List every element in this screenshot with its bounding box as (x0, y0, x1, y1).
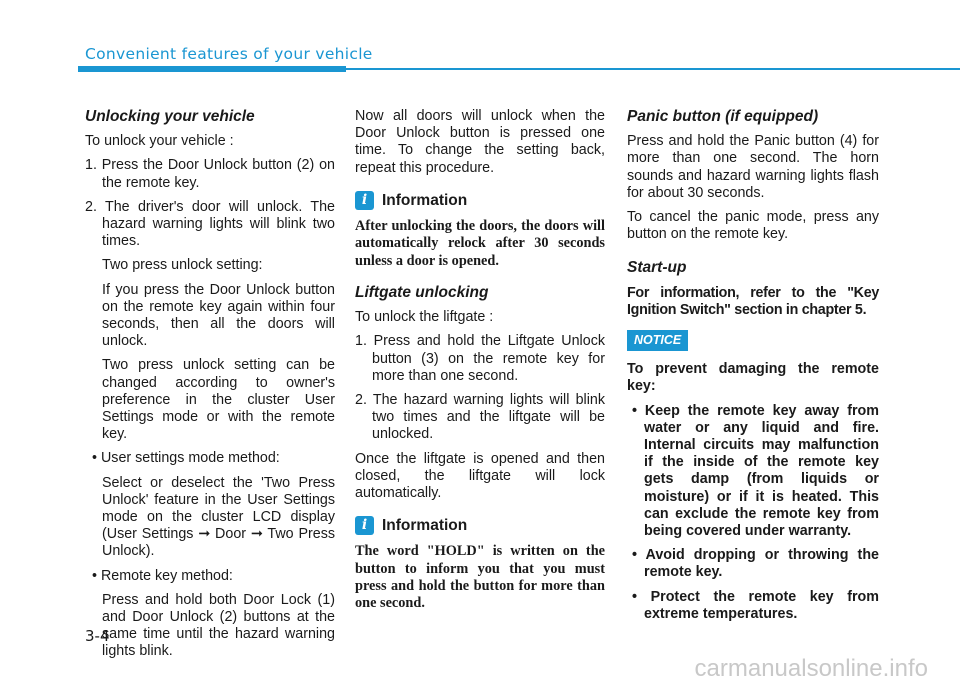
panic-cancel-text: To cancel the panic mode, press any button on the remote key. (627, 209, 879, 243)
column-3 (627, 108, 879, 630)
heading-start-up: Start-up (627, 259, 687, 277)
page-number: 3-4 (85, 627, 110, 645)
unlock-intro: To unlock your vehicle : (85, 133, 234, 150)
liftgate-step-2: 2. The hazard warning lights will blink two times and the liftgate will be unlocked. (355, 392, 605, 443)
header-rule (346, 68, 960, 70)
column-2 (355, 108, 605, 627)
notice-badge: NOTICE (627, 330, 688, 351)
user-mode-bullet: • User settings mode method: (92, 450, 280, 467)
notice-bullet-1: • Keep the remote key away from water or any liquid and fire. Internal circuits may malfunction if the inside of the remote key gets damp (from liquids or moisture) or if it is heated. This can exclude the remote key from being covered under warranty. (632, 402, 879, 540)
info-text-1: After unlocking the doors, the doors will automatically relock after 30 seconds unless a door is opened. (355, 217, 605, 269)
info-icon: i (355, 516, 374, 535)
remote-method-bullet: • Remote key method: (92, 567, 233, 584)
startup-text: For information, refer to the "Key Ignition Switch" section in chapter 5. (627, 284, 879, 318)
section-header-title: Convenient features of your vehicle (85, 45, 373, 63)
unlock-step-2: 2. The driver's door will unlock. The hazard warning lights will blink two times. (85, 198, 335, 250)
notice-intro: To prevent damaging the remote key: (627, 361, 879, 395)
heading-unlocking-vehicle: Unlocking your vehicle (85, 108, 255, 125)
info-title-2: Information (382, 517, 468, 535)
info-title-1: Information (382, 191, 468, 209)
heading-panic-button: Panic button (if equipped) (627, 108, 819, 125)
notice-bullet-3: • Protect the remote key from extreme temperatures. (632, 588, 879, 622)
notice-bullet-2: • Avoid dropping or throwing the remote key. (632, 547, 879, 581)
two-press-change: Two press unlock setting can be changed according to owner's preference in the cluster User Settings mode or with the remote key. (102, 357, 335, 443)
info-header-1 (355, 191, 605, 210)
unlock-step-1: 1. Press the Door Unlock button (2) on the remote key. (85, 157, 335, 191)
info-text-2: The word "HOLD" is written on the button to inform you that you must press and hold the button for more than one second. (355, 543, 605, 612)
info-icon: i (355, 191, 374, 210)
liftgate-step-1: 1. Press and hold the Liftgate Unlock button (3) on the remote key for more than one second. (355, 333, 605, 384)
liftgate-closed-text: Once the liftgate is opened and then closed, the liftgate will lock automatically. (355, 450, 605, 502)
two-press-text: If you press the Door Unlock button on the remote key again within four seconds, then all the doors will unlock. (102, 281, 335, 350)
user-mode-text: Select or deselect the 'Two Press Unlock' feature in the User Settings mode on the cluster LCD display (User Settings ➞ Door ➞ Two Press Unlock). (102, 474, 335, 560)
liftgate-intro: To unlock the liftgate : (355, 309, 494, 326)
two-press-label: Two press unlock setting: (102, 257, 263, 274)
heading-liftgate-unlocking: Liftgate unlocking (355, 284, 489, 302)
unlock-continued-text: Now all doors will unlock when the Door Unlock button is pressed one time. To change the setting back, repeat this procedure. (355, 108, 605, 176)
watermark: carmanualsonline.info (694, 655, 928, 682)
header-accent-bar (78, 66, 346, 72)
panic-text: Press and hold the Panic button (4) for more than one second. The horn sounds and hazard warning lights flash for about 30 seconds. (627, 133, 879, 201)
column-1 (85, 108, 335, 668)
remote-method-text: Press and hold both Door Lock (1) and Door Unlock (2) buttons at the same time until the hazard warning lights blink. (102, 591, 335, 660)
info-header-2 (355, 516, 605, 535)
